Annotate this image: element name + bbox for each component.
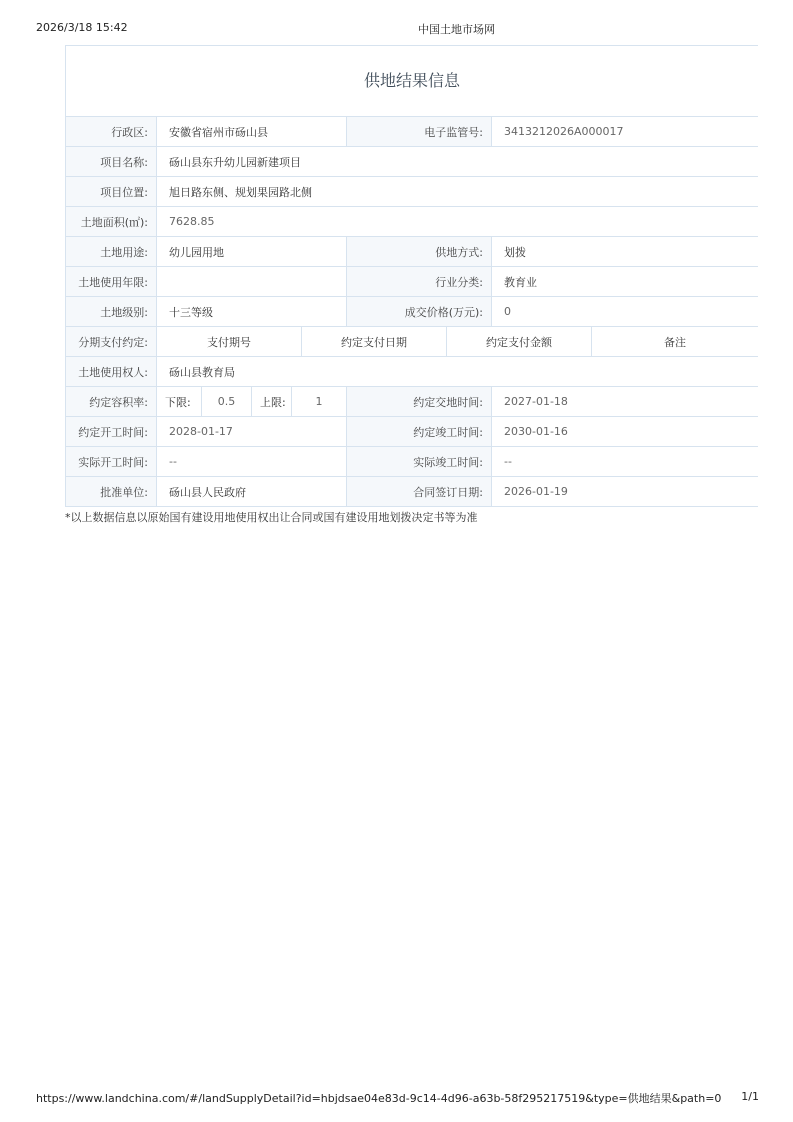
actual-start-value: -- <box>157 447 347 477</box>
land-area-label: 土地面积(㎡): <box>66 207 157 237</box>
far-range <box>157 387 347 417</box>
price-value: 0 <box>492 297 758 327</box>
land-user-value: 砀山县教育局 <box>157 357 758 387</box>
start-label: 约定开工时间: <box>66 417 157 447</box>
print-page-number: 1/1 <box>741 1090 759 1103</box>
supply-method-value: 划拨 <box>492 237 758 267</box>
installment-header-row <box>157 327 758 357</box>
installment-col-amount: 约定支付金额 <box>447 327 592 357</box>
contract-date-label: 合同签订日期: <box>347 477 492 507</box>
contract-date-value: 2026-01-19 <box>492 477 758 507</box>
far-label: 约定容积率: <box>66 387 157 417</box>
installment-col-period: 支付期号 <box>157 327 302 357</box>
print-site-title: 中国土地市场网 <box>418 23 495 36</box>
far-upper-value: 1 <box>292 387 347 417</box>
use-term-label: 土地使用年限: <box>66 267 157 297</box>
far-upper-label: 上限: <box>252 387 292 417</box>
supply-result-table <box>65 45 758 507</box>
land-grade-label: 土地级别: <box>66 297 157 327</box>
print-datetime: 2026/3/18 15:42 <box>36 21 128 34</box>
print-url: https://www.landchina.com/#/landSupplyDetail?id=hbjdsae04e83d-9c14-4d96-a63b-58f295217519&type=供地结果&path=0 <box>36 1092 722 1105</box>
supply-method-label: 供地方式: <box>347 237 492 267</box>
far-lower-value: 0.5 <box>202 387 252 417</box>
page-title: 供地结果信息 <box>66 46 758 117</box>
approver-value: 砀山县人民政府 <box>157 477 347 507</box>
land-grade-value: 十三等级 <box>157 297 347 327</box>
project-name-value: 砀山县东升幼儿园新建项目 <box>157 147 758 177</box>
start-value: 2028-01-17 <box>157 417 347 447</box>
admin-region-value: 安徽省宿州市砀山县 <box>157 117 347 147</box>
industry-label: 行业分类: <box>347 267 492 297</box>
delivery-time-label: 约定交地时间: <box>347 387 492 417</box>
use-term-value <box>157 267 347 297</box>
installment-label: 分期支付约定: <box>66 327 157 357</box>
delivery-time-value: 2027-01-18 <box>492 387 758 417</box>
actual-completion-value: -- <box>492 447 758 477</box>
supervision-no-label: 电子监管号: <box>347 117 492 147</box>
project-location-label: 项目位置: <box>66 177 157 207</box>
industry-value: 教育业 <box>492 267 758 297</box>
land-use-value: 幼儿园用地 <box>157 237 347 267</box>
project-location-value: 旭日路东侧、规划果园路北侧 <box>157 177 758 207</box>
installment-col-date: 约定支付日期 <box>302 327 447 357</box>
supervision-no-value: 3413212026A000017 <box>492 117 758 147</box>
price-label: 成交价格(万元): <box>347 297 492 327</box>
data-source-note: *以上数据信息以原始国有建设用地使用权出让合同或国有建设用地划拨决定书等为准 <box>65 511 478 524</box>
admin-region-label: 行政区: <box>66 117 157 147</box>
land-use-label: 土地用途: <box>66 237 157 267</box>
approver-label: 批准单位: <box>66 477 157 507</box>
completion-value: 2030-01-16 <box>492 417 758 447</box>
installment-col-remark: 备注 <box>592 327 758 357</box>
land-area-value: 7628.85 <box>157 207 758 237</box>
actual-completion-label: 实际竣工时间: <box>347 447 492 477</box>
completion-label: 约定竣工时间: <box>347 417 492 447</box>
actual-start-label: 实际开工时间: <box>66 447 157 477</box>
land-user-label: 土地使用权人: <box>66 357 157 387</box>
far-lower-label: 下限: <box>157 387 202 417</box>
project-name-label: 项目名称: <box>66 147 157 177</box>
